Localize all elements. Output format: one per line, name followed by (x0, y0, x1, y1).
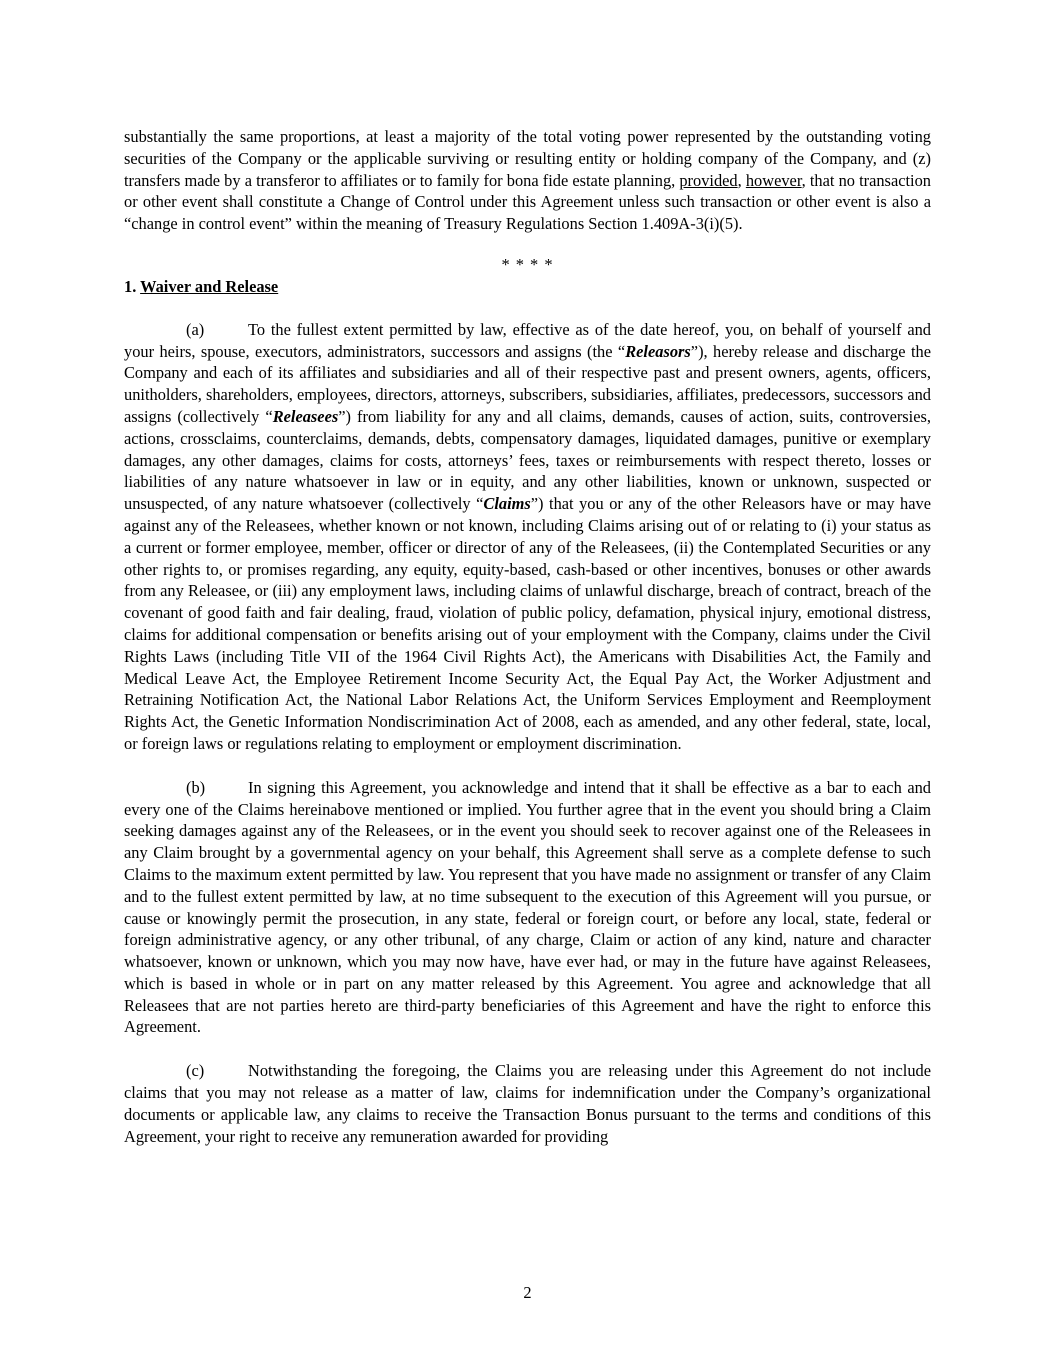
paragraph-c (124, 1060, 931, 1147)
paragraph-b (124, 777, 931, 1039)
however-term: however (745, 170, 802, 190)
claims-term: Claims (483, 494, 531, 514)
section-number: 1. (124, 276, 141, 296)
paragraph-c-text: Notwithstanding the foregoing, the Claims you are releasing under this Agreement do not include claims that you may not release as a matter of law, claims for indemnification under the Company’s organizational documents or applicable law, any claims to receive the Transaction Bonus pursuant to the terms and conditions of this Agreement, your right to receive any remuneration awarded for providing (124, 1061, 931, 1146)
page-number: 2 (523, 1283, 532, 1302)
releasors-term: Releasors (625, 341, 691, 361)
intro-paragraph (124, 126, 931, 235)
paragraph-b-label: (b) (186, 777, 206, 797)
paragraph-a-text-4: ”) that you or any of the other Releasors have or may have against any of the Releasees, whether known or not known, including Claims arising out of or relating to (i) your status as a current or former employee, member, officer or director of any of the Releasees, (ii) the Contemplated Securities or any other rights to, or promises regarding, any equity, equity-based, cash-based or other incentives, bonuses or other awards from any Releasee, or (iii) any employment laws, including claims of unlawful discharge, breach of contract, breach of the covenant of good faith and fair dealing, fraud, violation of public policy, defamation, physical injury, emotional distress, claims for additional compensation or benefits arising out of your employment with the Company, claims under the Civil Rights Laws (including Title VII of the 1964 Civil Rights Act), the Americans with Disabilities Act, the Family and Medical Leave Act, the Employee Retirement Income Security Act, the Equal Pay Act, the Worker Adjustment and Retraining Notification Act, the National Labor Relations Act, the Uniform Services Employment and Reemployment Rights Act, the Genetic Information Nondiscrimination Act of 2008, each as amended, and any other federal, state, local, or foreign laws or regulations relating to employment or employment discrimination. (124, 494, 931, 753)
paragraph-c-label: (c) (186, 1061, 205, 1081)
section-title: Waiver and Release (140, 276, 279, 296)
intro-text-2: , that no transaction or other event shall constitute a Change of Control under this Agreement unless such transaction or other event is also a “change in control event” within the meaning of Treasury Regulations Section 1.409A-3(i)(5). (124, 170, 931, 234)
provided-term: provided (679, 170, 738, 190)
paragraph-a (124, 319, 931, 755)
section-separator: * * * * (501, 254, 554, 274)
section-heading (124, 276, 931, 298)
intro-sep: , (737, 170, 746, 190)
paragraph-a-label: (a) (186, 319, 205, 339)
intro-text-1: substantially the same proportions, at least a majority of the total voting power represented by the outstanding voting securities of the Company or the applicable surviving or resulting entity or holding company of the Company, and (z) transfers made by a transferor to affiliates or to family for bona fide estate planning, (124, 127, 931, 190)
document-page (124, 126, 931, 1169)
paragraph-a-text-2: ”), hereby release and discharge the Company and each of its affiliates and subsidiaries and all of their respective past and present owners, agents, officers, unitholders, shareholders, employees, directors, attorneys, subscribers, subsidiaries, affiliates, predecessors, successors and assigns (collectively “ (124, 341, 931, 426)
paragraph-a-text-1: To the fullest extent permitted by law, effective as of the date hereof, you, on behalf of yourself and your heirs, spouse, executors, administrators, successors and assigns (the “ (124, 319, 931, 361)
paragraph-b-text: In signing this Agreement, you acknowledge and intend that it shall be effective as a bar to each and every one of the Claims hereinabove mentioned or implied. You further agree that in the event you should bring a Claim seeking damages against any of the Releasees, or in the event you should seek to recover against one of the Releasees in any Claim brought by a governmental agency on your behalf, this Agreement shall serve as a complete defense to such Claims to the maximum extent permitted by law. You represent that you have made no assignment or transfer of any Claim and to the fullest extent permitted by law, at no time subsequent to the execution of this Agreement will you pursue, or cause or knowingly permit the prosecution, in any state, federal or foreign court, or before any local, state, federal or foreign administrative agency, or any other tribunal, of any charge, Claim or action of any kind, nature and character whatsoever, known or unknown, which you may now have, have ever had, or may in the future have against Releasees, which is based in whole or in part on any matter released by this Agreement. You agree and acknowledge that all Releasees that are not parties hereto are third-party beneficiaries of this Agreement and have the right to enforce this Agreement. (124, 777, 931, 1037)
releasees-term: Releasees (272, 406, 339, 426)
paragraph-a-text-3: ”) from liability for any and all claims, demands, causes of action, suits, controversies, actions, crossclaims, counterclaims, demands, debts, compensatory damages, liquidated damages, punitive or exemplary damages, any other damages, claims for costs, attorneys’ fees, taxes or reimbursements with respect thereto, losses or liabilities of any nature whatsoever in law or in equity, and any other liabilities, known or unknown, suspected or unsuspected, of any nature whatsoever (collectively “ (124, 406, 931, 514)
